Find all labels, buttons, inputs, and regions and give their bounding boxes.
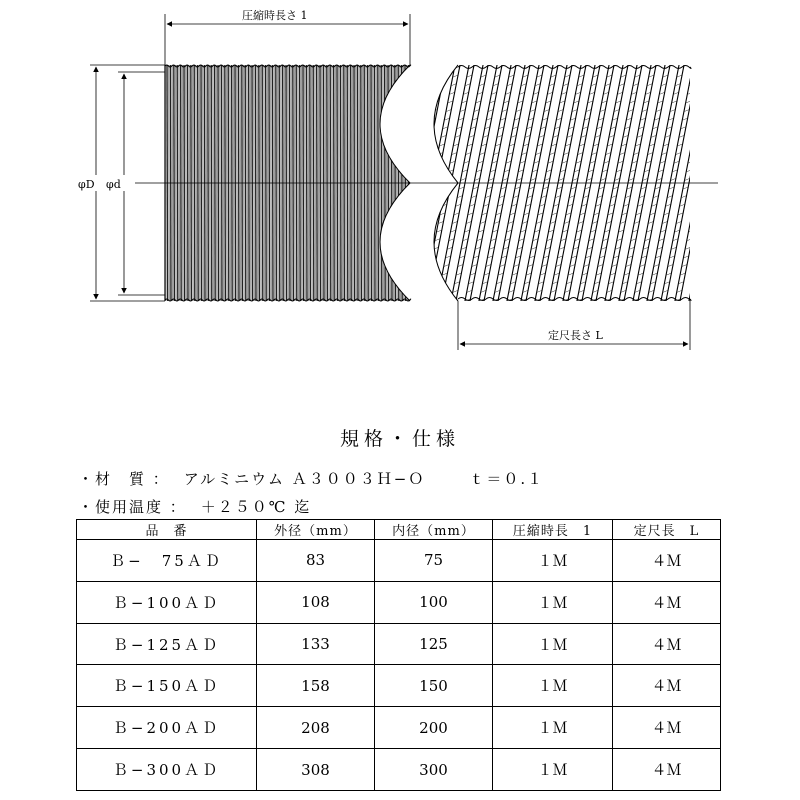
- cell-standard-length: ４Ｍ: [613, 623, 721, 665]
- header-outer-diameter: 外径（mm）: [257, 520, 375, 540]
- table-row: [77, 623, 721, 665]
- cell-inner-diameter: 125: [375, 623, 493, 665]
- cell-outer-diameter: 108: [257, 581, 375, 623]
- extended-section: [352, 58, 755, 306]
- cell-standard-length: ４Ｍ: [613, 749, 721, 791]
- temperature-value: ＋２５０℃ 迄: [200, 498, 312, 516]
- cell-standard-length: ４Ｍ: [613, 665, 721, 707]
- cell-compressed-length: １Ｍ: [493, 581, 613, 623]
- header-compressed-length: 圧縮時長 1: [493, 520, 613, 540]
- cell-standard-length: ４Ｍ: [613, 540, 721, 582]
- cell-inner-diameter: 75: [375, 540, 493, 582]
- cell-standard-length: ４Ｍ: [613, 707, 721, 749]
- inner-diameter-label: φd: [106, 178, 121, 191]
- header-standard-length: 定尺長 L: [613, 520, 721, 540]
- cell-part-number: Ｂ−150ＡＤ: [77, 665, 257, 707]
- material-line: [78, 468, 544, 489]
- cell-inner-diameter: 100: [375, 581, 493, 623]
- spec-table: [76, 519, 721, 791]
- table-row: [77, 540, 721, 582]
- cell-inner-diameter: 150: [375, 665, 493, 707]
- cell-part-number: Ｂ− 75ＡＤ: [77, 540, 257, 582]
- table-row: [77, 581, 721, 623]
- table-row: [77, 749, 721, 791]
- table-row: [77, 665, 721, 707]
- spec-title: 規格・仕様: [339, 428, 460, 450]
- material-label: ・材 質 ：: [78, 470, 170, 488]
- header-part-number: 品 番: [77, 520, 257, 540]
- cell-standard-length: ４Ｍ: [613, 581, 721, 623]
- thickness-value: ｔ＝０.１: [469, 470, 545, 488]
- temperature-line: [78, 496, 311, 517]
- cell-part-number: Ｂ−200ＡＤ: [77, 707, 257, 749]
- standard-length-label: 定尺長さ L: [548, 329, 603, 342]
- table-row: [77, 707, 721, 749]
- temperature-label: ・使用温度 ：: [78, 498, 187, 516]
- cell-outer-diameter: 308: [257, 749, 375, 791]
- cell-outer-diameter: 158: [257, 665, 375, 707]
- compressed-length-label: 圧縮時長さ 1: [242, 9, 308, 22]
- material-value: アルミニウム Ａ３００３Ｈ−Ｏ: [183, 470, 426, 488]
- cell-compressed-length: １Ｍ: [493, 665, 613, 707]
- cell-compressed-length: １Ｍ: [493, 707, 613, 749]
- cell-inner-diameter: 300: [375, 749, 493, 791]
- cell-inner-diameter: 200: [375, 707, 493, 749]
- cell-outer-diameter: 208: [257, 707, 375, 749]
- cell-outer-diameter: 83: [257, 540, 375, 582]
- cell-part-number: Ｂ−100ＡＤ: [77, 581, 257, 623]
- table-header-row: [77, 520, 721, 540]
- cell-compressed-length: １Ｍ: [493, 623, 613, 665]
- cell-compressed-length: １Ｍ: [493, 749, 613, 791]
- cell-compressed-length: １Ｍ: [493, 540, 613, 582]
- cell-part-number: Ｂ−125ＡＤ: [77, 623, 257, 665]
- outer-diameter-label: φD: [78, 178, 95, 191]
- header-inner-diameter: 内径（mm）: [375, 520, 493, 540]
- cell-outer-diameter: 133: [257, 623, 375, 665]
- cell-part-number: Ｂ−300ＡＤ: [77, 749, 257, 791]
